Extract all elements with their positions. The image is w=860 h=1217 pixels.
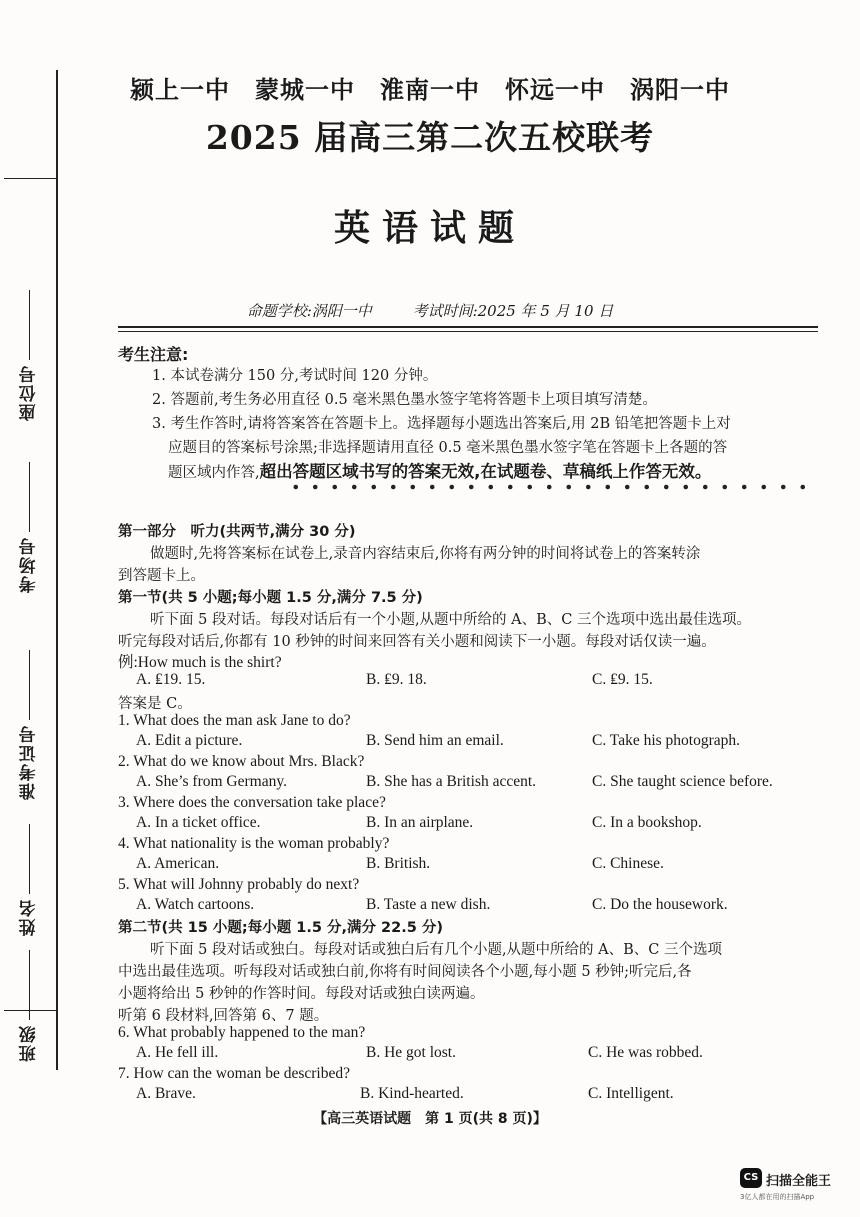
class-field (14, 950, 44, 1062)
question-2: 2. What do we know about Mrs. Black? (118, 753, 365, 770)
notice-item-3-line-1: 3. 考生作答时,请将答案答在答题卡上。选择题每小题选出答案后,用 2B 铅笔把答题卡上对 (152, 416, 731, 432)
strip-divider-top (4, 178, 56, 179)
exam-room-label: 考场号 (19, 536, 40, 593)
q5-option-c: C. Do the housework. (592, 896, 728, 913)
notice-emphasis: 超出答题区域书写的答案无效,在试题卷、草稿纸上作答无效。 (259, 462, 712, 481)
school-list: 颍上一中 蒙城一中 淮南一中 怀远一中 涡阳一中 (130, 76, 730, 104)
notice-item-2: 2. 答题前,考生务必用直径 0.5 毫米黑色墨水签字笔将答题卡上项目填写清楚。 (152, 392, 657, 408)
watermark-tagline: 3亿人都在用的扫描App (740, 1193, 815, 1201)
question-3: 3. Where does the conversation take place? (118, 794, 386, 811)
q5-option-a: A. Watch cartoons. (136, 896, 255, 913)
name-field (14, 824, 44, 936)
section1-intro-line-1: 听下面 5 段对话。每段对话后有一个小题,从题中所给的 A、B、C 三个选项中选出最佳选项。 (150, 612, 751, 628)
q6-option-a: A. He fell ill. (136, 1044, 219, 1061)
q6-option-c: C. He was robbed. (588, 1044, 703, 1061)
question-7: 7. How can the woman be described? (118, 1065, 350, 1082)
q7-option-a: A. Brave. (136, 1085, 196, 1102)
header-rule-thin (118, 331, 818, 332)
ticket-number-label: 准考证号 (19, 724, 40, 800)
q7-option-b: B. Kind-hearted. (360, 1085, 464, 1102)
question-4: 4. What nationality is the woman probably? (118, 835, 390, 852)
material-6-instruction: 听第 6 段材料,回答第 6、7 题。 (118, 1008, 329, 1024)
q1-option-b: B. Send him an email. (366, 732, 504, 749)
section2-intro-line-3: 小题将给出 5 秒钟的作答时间。每段对话或独白读两遍。 (118, 986, 485, 1002)
example-option-a: A. ₤19. 15. (136, 671, 206, 688)
page-footer: 【高三英语试题 第 1 页(共 8 页)】 (313, 1111, 547, 1127)
name-label: 姓名 (19, 898, 40, 936)
question-5: 5. What will Johnny probably do next? (118, 876, 360, 893)
notice-item-1: 1. 本试卷满分 150 分,考试时间 120 分钟。 (152, 368, 438, 384)
subject-title: 英语试题 (333, 207, 526, 249)
header-rule (118, 326, 818, 328)
q1-option-a: A. Edit a picture. (136, 732, 243, 749)
question-1: 1. What does the man ask Jane to do? (118, 712, 351, 729)
q7-option-c: C. Intelligent. (588, 1085, 674, 1102)
notice-item-3-line-3 (168, 460, 848, 485)
seat-number-label: 座位号 (19, 364, 40, 421)
notice-item-3-line-2: 应题目的答案标号涂黑;非选择题请用直径 0.5 毫米黑色墨水签字笔在答题卡上各题的答 (168, 440, 728, 456)
notice-item-3-prefix: 题区域内作答, (168, 465, 260, 481)
setter-school: 命题学校:涡阳一中 (246, 302, 372, 320)
exam-title: 2025 届高三第二次五校联考 (205, 118, 655, 157)
q3-option-b: B. In an airplane. (366, 814, 474, 831)
q1-option-c: C. Take his photograph. (592, 732, 741, 749)
part1-heading: 第一部分 听力(共两节,满分 30 分) (118, 524, 356, 540)
q2-option-a: A. She’s from Germany. (136, 773, 287, 790)
notice-heading: 考生注意: (118, 345, 189, 364)
camscanner-logo-icon: CS (740, 1168, 762, 1188)
q3-option-c: C. In a bookshop. (592, 814, 702, 831)
section2-intro-line-2: 中选出最佳选项。听每段对话或独白前,你将有时间阅读各个小题,每小题 5 秒钟;听完后,各 (118, 964, 692, 980)
watermark-name: 扫描全能王 (766, 1174, 832, 1189)
example-option-c: C. ₤9. 15. (592, 671, 653, 688)
q2-option-c: C. She taught science before. (592, 773, 773, 790)
section1-heading: 第一节(共 5 小题;每小题 1.5 分,满分 7.5 分) (118, 590, 423, 606)
example-answer: 答案是 C。 (118, 696, 192, 712)
q6-option-b: B. He got lost. (366, 1044, 456, 1061)
q3-option-a: A. In a ticket office. (136, 814, 261, 831)
exam-time: 考试时间:2025 年 5 月 10 日 (412, 302, 614, 320)
q5-option-b: B. Taste a new dish. (366, 896, 491, 913)
q4-option-b: B. British. (366, 855, 431, 872)
part1-intro-line-1: 做题时,先将答案标在试卷上,录音内容结束后,你将有两分钟的时间将试卷上的答案转涂 (150, 546, 701, 562)
section2-intro-line-1: 听下面 5 段对话或独白。每段对话或独白后有几个小题,从题中所给的 A、B、C 三个选项 (150, 942, 722, 958)
section2-heading: 第二节(共 15 小题;每小题 1.5 分,满分 22.5 分) (118, 920, 443, 936)
exam-meta (0, 300, 860, 321)
emphasis-dots (286, 484, 806, 490)
part1-intro-line-2: 到答题卡上。 (118, 568, 205, 584)
q4-option-c: C. Chinese. (592, 855, 664, 872)
q4-option-a: A. American. (136, 855, 220, 872)
class-label: 班级 (19, 1024, 40, 1062)
example-option-b: B. ₤9. 18. (366, 671, 427, 688)
exam-room-field (14, 462, 44, 593)
q2-option-b: B. She has a British accent. (366, 773, 537, 790)
ticket-number-field (14, 650, 44, 800)
section1-intro-line-2: 听完每段对话后,你都有 10 秒钟的时间来回答有关小题和阅读下一小题。每段对话仅读一遍。 (118, 634, 716, 650)
example-question: 例:How much is the shirt? (118, 654, 282, 671)
question-6: 6. What probably happened to the man? (118, 1024, 366, 1041)
